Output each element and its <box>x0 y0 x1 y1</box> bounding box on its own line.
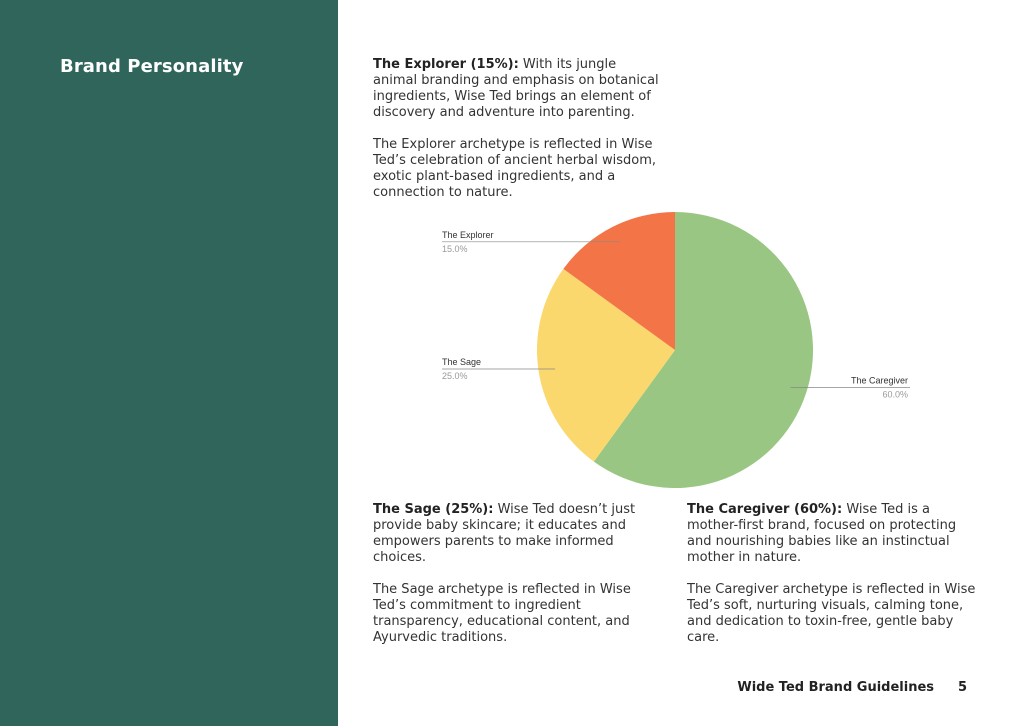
pie-value-the-caregiver: 60.0% <box>882 389 908 400</box>
pie-label-the-explorer: The Explorer <box>442 229 494 240</box>
page-number: 5 <box>958 680 968 695</box>
caregiver-detail-paragraph: The Caregiver archetype is reflected in Wise Ted’s soft, nurturing visuals, calming tone, and dedication to toxin-free, gentle baby care. <box>687 582 976 645</box>
explorer-intro-text: With its jungle animal branding and emphasis on botanical ingredients, Wise Ted brings an element of discovery and adventure into parenting. <box>373 57 659 120</box>
sage-intro-text: Wise Ted doesn’t just provide baby skincare; it educates and empowers parents to make informed choices. <box>373 502 636 565</box>
sage-detail-paragraph: The Sage archetype is reflected in Wise Ted’s commitment to ingredient transparency, educational content, and Ayurvedic traditions. <box>373 582 631 645</box>
page-title: Brand Personality <box>60 56 244 77</box>
sage-heading: The Sage (25%): <box>373 502 494 517</box>
sage-intro-paragraph <box>373 502 663 566</box>
explorer-detail-paragraph: The Explorer archetype is reflected in Wise Ted’s celebration of ancient herbal wisdom, exotic plant-based ingredients, and a connection to nature. <box>373 137 657 200</box>
caregiver-heading: The Caregiver (60%): <box>687 502 843 517</box>
explorer-intro-paragraph <box>373 57 663 121</box>
pie-value-the-sage: 25.0% <box>442 370 468 381</box>
pie-label-the-sage: The Sage <box>442 356 482 367</box>
caregiver-intro-text: Wise Ted is a mother-first brand, focused on protecting and nourishing babies like an instinctual mother in nature. <box>687 502 957 565</box>
sidebar-panel <box>0 0 338 726</box>
pie-slices <box>537 212 813 488</box>
footer-brand: Wide Ted Brand Guidelines <box>737 680 934 695</box>
pie-value-the-explorer: 15.0% <box>442 243 468 254</box>
pie-label-the-caregiver: The Caregiver <box>850 375 908 386</box>
archetype-pie-chart <box>420 205 920 495</box>
explorer-heading: The Explorer (15%): <box>373 57 519 72</box>
caregiver-intro-paragraph <box>687 502 977 566</box>
